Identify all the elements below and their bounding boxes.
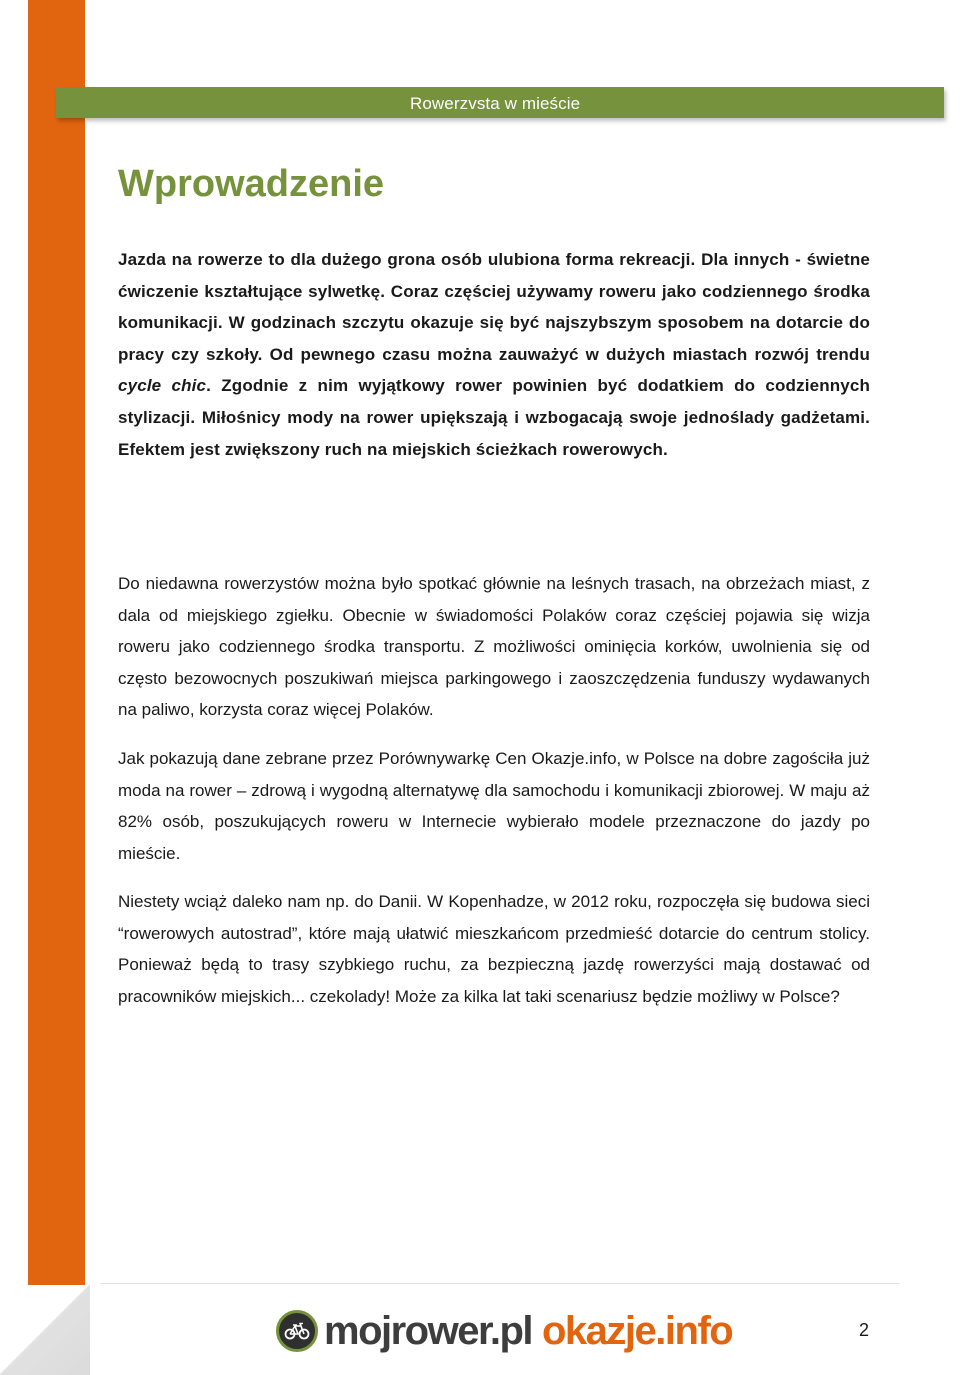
logo-okazje: okazje.info — [542, 1308, 733, 1353]
page-number: 2 — [859, 1320, 870, 1340]
intro-italic-term: cycle chic — [118, 376, 207, 396]
footer-divider — [100, 1283, 900, 1284]
intro-text-part2: . Zgodnie z nim wyjątkowy rower powinien być dodatkiem do codziennych stylizacji. Miłośnicy mody na rower upiększają i wzbogacają swoje jednoślady gadżetami. Efektem jest zwiększony ruch na miejskich ścieżkach rowerowych. — [118, 376, 871, 459]
page-corner-fold — [0, 1285, 90, 1375]
body-paragraph-2: Jak pokazują dane zebrane przez Porównywarkę Cen Okazje.info, w Polsce na dobre zagościła już moda na rower – zdrową i wygodną alternatywę dla samochodu i komunikacji zbiorowej. W maju aż 82% osób, poszukujących roweru w Internecie wybierało modele przeznaczone do jazdy po mieście. — [118, 749, 870, 863]
side-accent-stripe — [28, 0, 85, 1285]
header-title: Rowerzvsta w mieście — [410, 94, 581, 113]
page-title: Wprowadzenie — [118, 163, 385, 205]
footer-logo — [276, 1303, 732, 1359]
body-paragraph-1: Do niedawna rowerzystów można było spotkać głównie na leśnych trasach, na obrzeżach miast, z dala od miejskiego zgiełku. Obecnie w świadomości Polaków coraz częściej pojawia się wizja roweru jako codziennego środka transportu. Z możliwości ominięcia korków, uwolnienia się od często bezowocnych poszukiwań miejsca parkingowego i zaoszczędzenia funduszy wydawanych na paliwo, korzysta coraz więcej Polaków. — [118, 574, 870, 720]
body-paragraph-3: Niestety wciąż daleko nam np. do Danii. W Kopenhadze, w 2012 roku, rozpoczęła się budowa sieci “rowerowych autostrad”, które mają ułatwić mieszkańcom przedmieść dotarcie do centrum stolicy. Ponieważ będą to trasy szybkiego ruchu, za bezpieczną jazdę rowerzyści mają dostawać od pracowników miejskich... czekolady! Może za kilka lat taki scenariusz będzie możliwy w Polsce? — [118, 892, 870, 1006]
logo-mojrower: mojrower.pl — [324, 1308, 532, 1353]
intro-text-part1: Jazda na rowerze to dla dużego grona osób ulubiona forma rekreacji. Dla innych - świetne ćwiczenie kształtujące sylwetkę. Coraz częściej używamy roweru jako codziennego środka komunikacji. W godzinach szczytu okazuje się być najszybszym sposobem na dotarcie do pracy czy szkoły. Od pewnego czasu można zauważyć w dużych miastach rozwój trendu — [118, 250, 870, 364]
intro-paragraph — [118, 244, 870, 465]
bicycle-icon — [276, 1310, 318, 1352]
